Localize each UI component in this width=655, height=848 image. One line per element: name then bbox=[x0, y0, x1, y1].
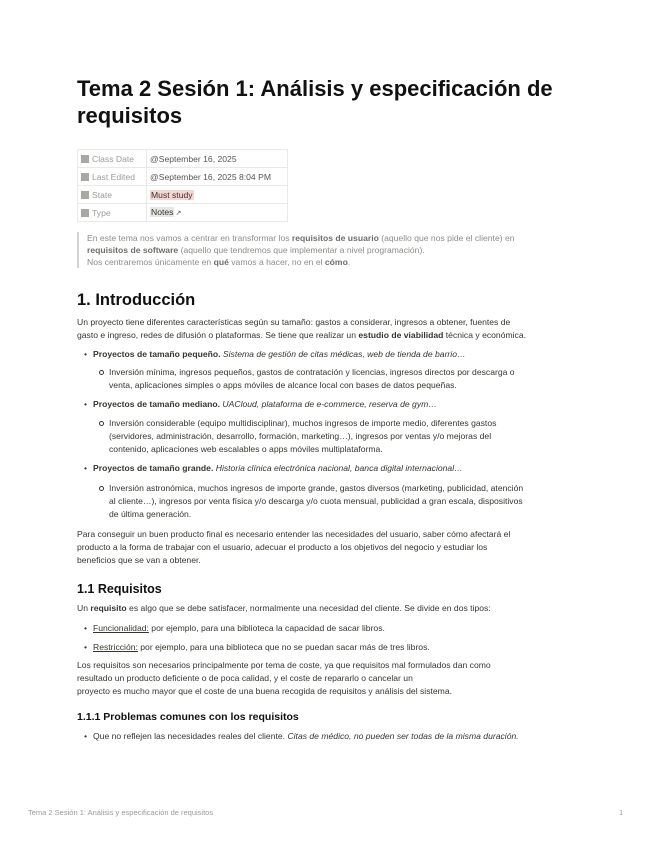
list-icon bbox=[81, 209, 89, 217]
bullet-icon: • bbox=[84, 463, 88, 473]
status-icon bbox=[81, 191, 89, 199]
properties-table bbox=[77, 149, 288, 222]
external-link-icon[interactable]: ↗ bbox=[175, 209, 182, 217]
paragraph: Los requisitos son necesarios principalmente por tema de coste, ya que requisitos mal formulados dan como resultado un producto deficiente o de poca calidad, y el coste de repararlo o cancelar un proyecto es mucho mayor que el coste de una buena recogida de requisitos y análisis del sistema. bbox=[77, 660, 491, 697]
paragraph: Un requisito es algo que se debe satisfacer, normalmente una necesidad del cliente. Se divide en dos tipos: bbox=[77, 603, 491, 613]
section-heading-introduccion: 1. Introducción bbox=[77, 291, 196, 309]
list-item: • Funcionalidad: por ejemplo, para una biblioteca la capacidad de sacar libros. bbox=[93, 622, 577, 635]
clock-icon bbox=[81, 173, 89, 181]
bullet-icon bbox=[99, 421, 104, 426]
property-value[interactable]: @September 16, 2025 8:04 PM bbox=[150, 171, 271, 182]
bullet-icon: • bbox=[84, 642, 88, 652]
paragraph: Para conseguir un buen producto final es necesario entender las necesidades del usuario, saber cómo afectará el producto a la forma de trabajar con el usuario, adecuar el producto a los objetivos del negocio y estudiar los beneficios que se van a obtener. bbox=[77, 529, 511, 566]
property-row bbox=[78, 150, 288, 168]
state-tag[interactable]: Must study bbox=[151, 189, 193, 200]
property-row bbox=[78, 168, 288, 186]
bullet-icon: • bbox=[84, 731, 88, 741]
bullet-icon: • bbox=[84, 349, 88, 359]
list-item: • Restricción: por ejemplo, para una biblioteca que no se puedan sacar más de tres libros. bbox=[93, 641, 577, 654]
property-key: Type bbox=[92, 207, 111, 218]
page-number: 1 bbox=[619, 808, 624, 817]
bullet-icon: • bbox=[84, 623, 88, 633]
paragraph: Un proyecto tiene diferentes características según su tamaño: gastos a considerar, ingresos a obtener, fuentes de gasto e ingreso, redes de difusión o plataformas. Se tiene que realizar un estudio de viabilidad técnica y económica. bbox=[77, 317, 527, 341]
type-tag[interactable]: Notes bbox=[151, 206, 174, 217]
list-item: • Proyectos de tamaño pequeño. Sistema de gestión de citas médicas, web de tienda de barrio… bbox=[93, 348, 577, 361]
list-item: • Proyectos de tamaño grande. Historia clínica electrónica nacional, banca digital internacional… bbox=[93, 462, 577, 475]
list-item: Inversión astronómica, muchos ingresos de importe grande, gastos diversos (marketing, publicidad, atención al cliente…), ingresos por venta física y/o descarga y/o cuota mensual, publicidad a gran escala, dispositivos de última generación. bbox=[109, 482, 577, 522]
page-title: Tema 2 Sesión 1: Análisis y especificación de requisitos bbox=[77, 76, 553, 128]
property-key: Last Edited bbox=[92, 171, 135, 182]
property-key: State bbox=[92, 189, 113, 200]
callout-quote: En este tema nos vamos a centrar en transformar los requisitos de usuario (aquello que nos pide el cliente) en requisitos de software (aquello que tendremos que implementar a nivel programación). Nos centraremos únicamente en qué vamos a hacer, no en el cómo. bbox=[77, 232, 577, 268]
property-key: Class Date bbox=[92, 153, 135, 164]
property-row bbox=[78, 186, 288, 204]
bullet-icon: • bbox=[84, 399, 88, 409]
list-item: Inversión mínima, ingresos pequeños, gastos de contratación y licencias, ingresos directos por descarga o venta, aplicaciones simples o apps móviles de alcance local con bases de datos pequeñas. bbox=[109, 366, 577, 392]
list-item: • Proyectos de tamaño mediano. UACloud, plataforma de e-commerce, reserva de gym… bbox=[93, 398, 577, 411]
list-item: • Que no reflejen las necesidades reales del cliente. Citas de médico, no pueden ser todas de la misma duración. bbox=[93, 730, 577, 743]
list-item: Inversión considerable (equipo multidisciplinar), muchos ingresos de importe medio, diferentes gastos (servidores, administración, desarrollo, formación, marketing…), ingresos por ventas y/o mejoras del contenido, aplicaciones web escalables o apps móviles multiplataforma. bbox=[109, 417, 577, 457]
bullet-icon bbox=[99, 370, 104, 375]
calendar-icon bbox=[81, 155, 89, 163]
bullet-icon bbox=[99, 486, 104, 491]
section-heading-problemas: 1.1.1 Problemas comunes con los requisitos bbox=[77, 711, 299, 723]
section-heading-requisitos: 1.1 Requisitos bbox=[77, 582, 162, 596]
property-row bbox=[78, 204, 288, 222]
property-value[interactable]: @September 16, 2025 bbox=[150, 153, 237, 164]
footer-title: Tema 2 Sesión 1: Análisis y especificación de requisitos bbox=[28, 808, 214, 817]
